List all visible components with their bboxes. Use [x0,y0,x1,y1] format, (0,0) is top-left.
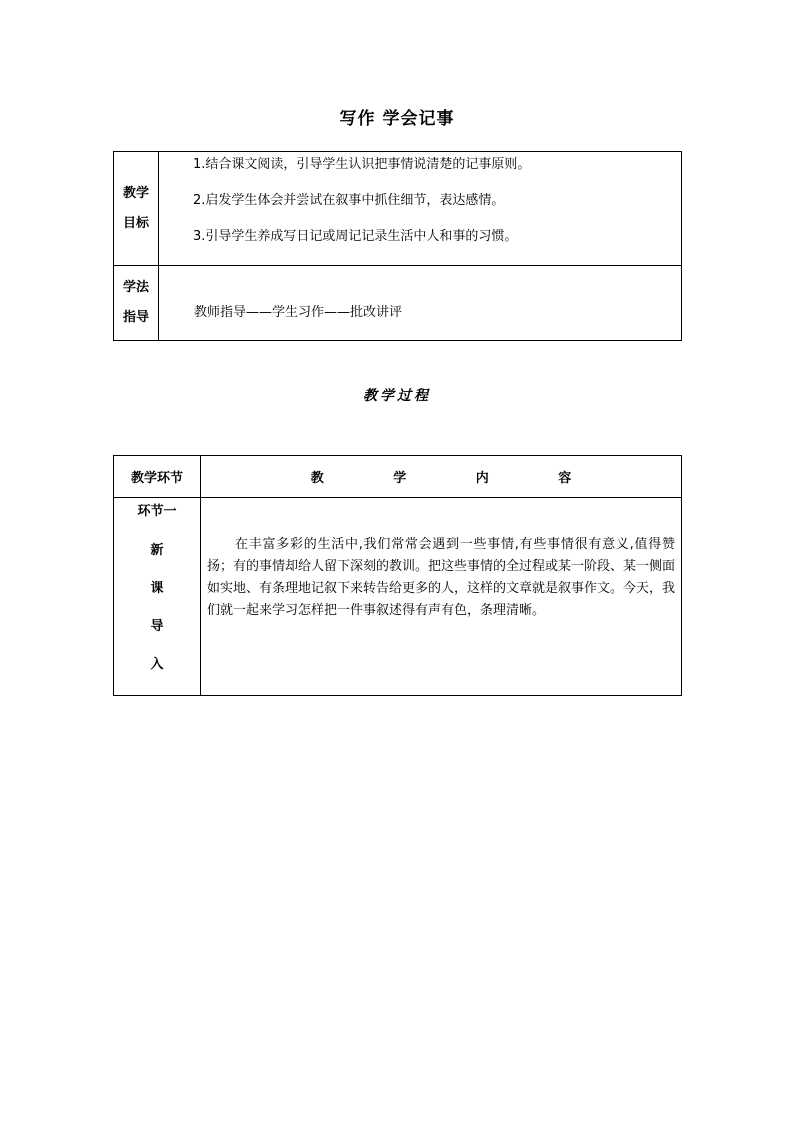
content-header-char: 容 [558,471,572,486]
method-text: 教师指导——学生习作——批改讲评 [194,304,403,320]
content-cell: 在丰富多彩的生活中,我们常常会遇到一些事情,有些事情很有意义,值得赞扬；有的事情却给人留下深刻的教训。把这些事情的全过程或某一阶段、某一侧面如实地、有条理地记叙下来转告给更多的人，这样的文章就是叙事作文。今天，我们就一起来学习怎样把一件事叙述得有声有色，条理清晰。 [201,498,682,696]
stage-cell [114,498,201,696]
method-label-line: 学法 [122,280,149,295]
process-header-row [114,456,682,498]
stage-line: 导 [150,619,164,634]
stage-line: 新 [150,543,164,558]
stage-line: 课 [150,581,164,596]
stage-line: 环节一 [137,504,177,519]
process-body-row [114,498,682,696]
goals-table [113,151,682,341]
goals-label-cell [114,152,159,266]
goals-label-line: 教学 [122,185,149,201]
section-title: 教学过程 [363,388,431,404]
stage-line: 入 [150,657,164,672]
goal-item: 3.引导学生养成写日记或周记记录生活中人和事的习惯。 [193,229,518,244]
document-title: 写作 学会记事 [339,109,455,129]
method-content-cell [159,266,682,341]
goal-item: 1.结合课文阅读，引导学生认识把事情说清楚的记事原则。 [193,157,531,172]
goals-label-line: 目标 [122,215,149,231]
content-header-char: 学 [393,471,407,486]
goals-row [114,152,682,266]
content-header-cell [201,456,682,498]
goal-item: 2.启发学生体会并尝试在叙事中抓住细节，表达感情。 [193,193,505,208]
method-label-line: 指导 [122,310,149,325]
process-table [113,455,682,696]
content-header-char: 教 [310,471,324,486]
content-header-char: 内 [475,471,489,486]
method-label-cell [114,266,159,341]
stage-header-cell: 教学环节 [114,456,201,498]
method-row [114,266,682,341]
goals-content-cell [159,152,682,266]
